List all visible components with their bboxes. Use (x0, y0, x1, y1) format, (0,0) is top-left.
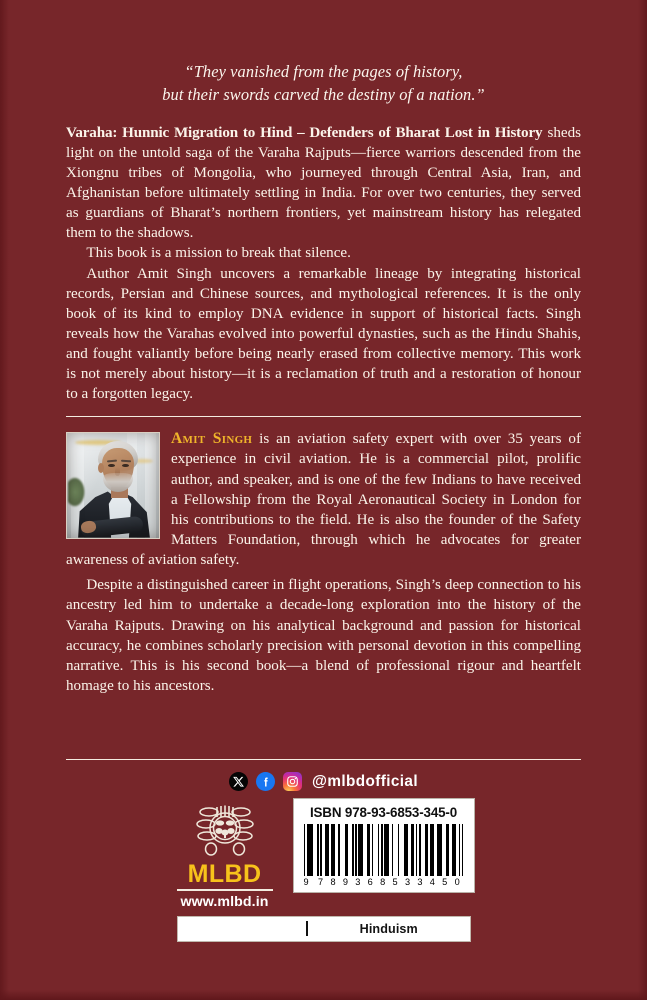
mlbd-emblem (189, 800, 261, 860)
barcode-digits (302, 877, 466, 887)
subject-bar-blank (178, 917, 306, 941)
divider-above-author (66, 416, 581, 417)
barcode-bars (302, 824, 466, 876)
x-icon[interactable] (229, 772, 248, 791)
pull-quote (66, 60, 581, 107)
instagram-icon[interactable] (283, 772, 302, 791)
social-media-row (66, 772, 581, 791)
social-handle[interactable]: @mlbdofficial (312, 772, 418, 790)
author-photo (66, 432, 160, 539)
blurb-paragraph-3: Author Amit Singh uncovers a remarkable lineage by integrating historical records, Persian and Chinese sources, and mythological references. It is the only book of its kind to employ DNA evidence in support of historical facts. Singh reveals how the Varahas evolved into powerful dynasties, such as the Hindu Shahis, and fought valiantly before being nearly erased from collective memory. This work is not merely about history—it is a reclamation of truth and a restoration of honour to a forgotten legacy. (66, 265, 581, 403)
right-edge-shading (638, 0, 647, 1000)
cover-content (66, 60, 581, 696)
cover-footer (66, 748, 581, 942)
author-bio-paragraph-2: Despite a distinguished career in flight operations, Singh’s deep connection to his ancestry led him to undertake a decade-long exploration into the history of the Varaha Rajputs. Drawing on his analytical background and passion for historical accuracy, he combines scholarly precision with personal devotion in this compelling narrative. This is his second book—a blend of professional rigour and heartfelt homage to his ancestors. (66, 577, 581, 694)
book-title-inline: Varaha: Hunnic Migration to Hind – Defenders of Bharat Lost in History (66, 124, 543, 141)
facebook-icon[interactable] (256, 772, 275, 791)
subject-label: Hinduism (359, 921, 418, 936)
blurb-paragraph-1 (66, 123, 581, 244)
barcode-digit-group-2: 5 3 3 4 5 0 (392, 877, 460, 887)
publisher-barcode-row (66, 798, 581, 910)
isbn-barcode-box (293, 798, 475, 893)
publisher-website[interactable]: www.mlbd.in (180, 893, 269, 910)
publisher-rule (177, 889, 273, 891)
blurb-paragraph-1-rest: sheds light on the untold saga of the Varaha Rajputs—fierce warriors descended from the Xiongnu tribes of Mongolia, who journeyed through Central Asia, Iran, and Afghanistan before ultimately settling in India. For over two centuries, they served as guardians of Bharat’s northern frontiers, yet mainstream history has relegated them to the shadows. (66, 124, 581, 242)
bottom-edge-shading (0, 990, 647, 1000)
left-edge-shading (0, 0, 9, 1000)
book-blurb (66, 123, 581, 405)
publisher-name: MLBD (187, 860, 262, 888)
divider-above-social (66, 759, 581, 760)
author-bio-text-1: is an aviation safety expert with over 35 years of experience in civil aviation. He is a commercial pilot, prolific author, and speaker, and is one of the few Indians to have received a Fellowship from the Royal Aeronautical Society in London for his contributions to the field. He is also the founder of the Safety Matters Foundation, through which he advocates for greater awareness of aviation safety. (66, 430, 581, 569)
subject-bar (177, 916, 471, 942)
isbn-number: ISBN 978-93-6853-345-0 (309, 805, 458, 820)
pull-quote-line-1: “They vanished from the pages of history, (184, 62, 463, 81)
photo-vignette (67, 433, 159, 538)
publisher-logo-block (173, 798, 277, 910)
barcode-digit-group-1: 7 8 9 3 6 8 (318, 877, 386, 887)
blurb-paragraph-2: This book is a mission to break that silence. (86, 245, 351, 262)
pull-quote-line-2: but their swords carved the destiny of a nation.” (162, 85, 485, 105)
author-bio-block (66, 429, 581, 697)
author-name: Amit Singh (171, 429, 253, 447)
barcode-digit-lead: 9 (303, 877, 309, 887)
